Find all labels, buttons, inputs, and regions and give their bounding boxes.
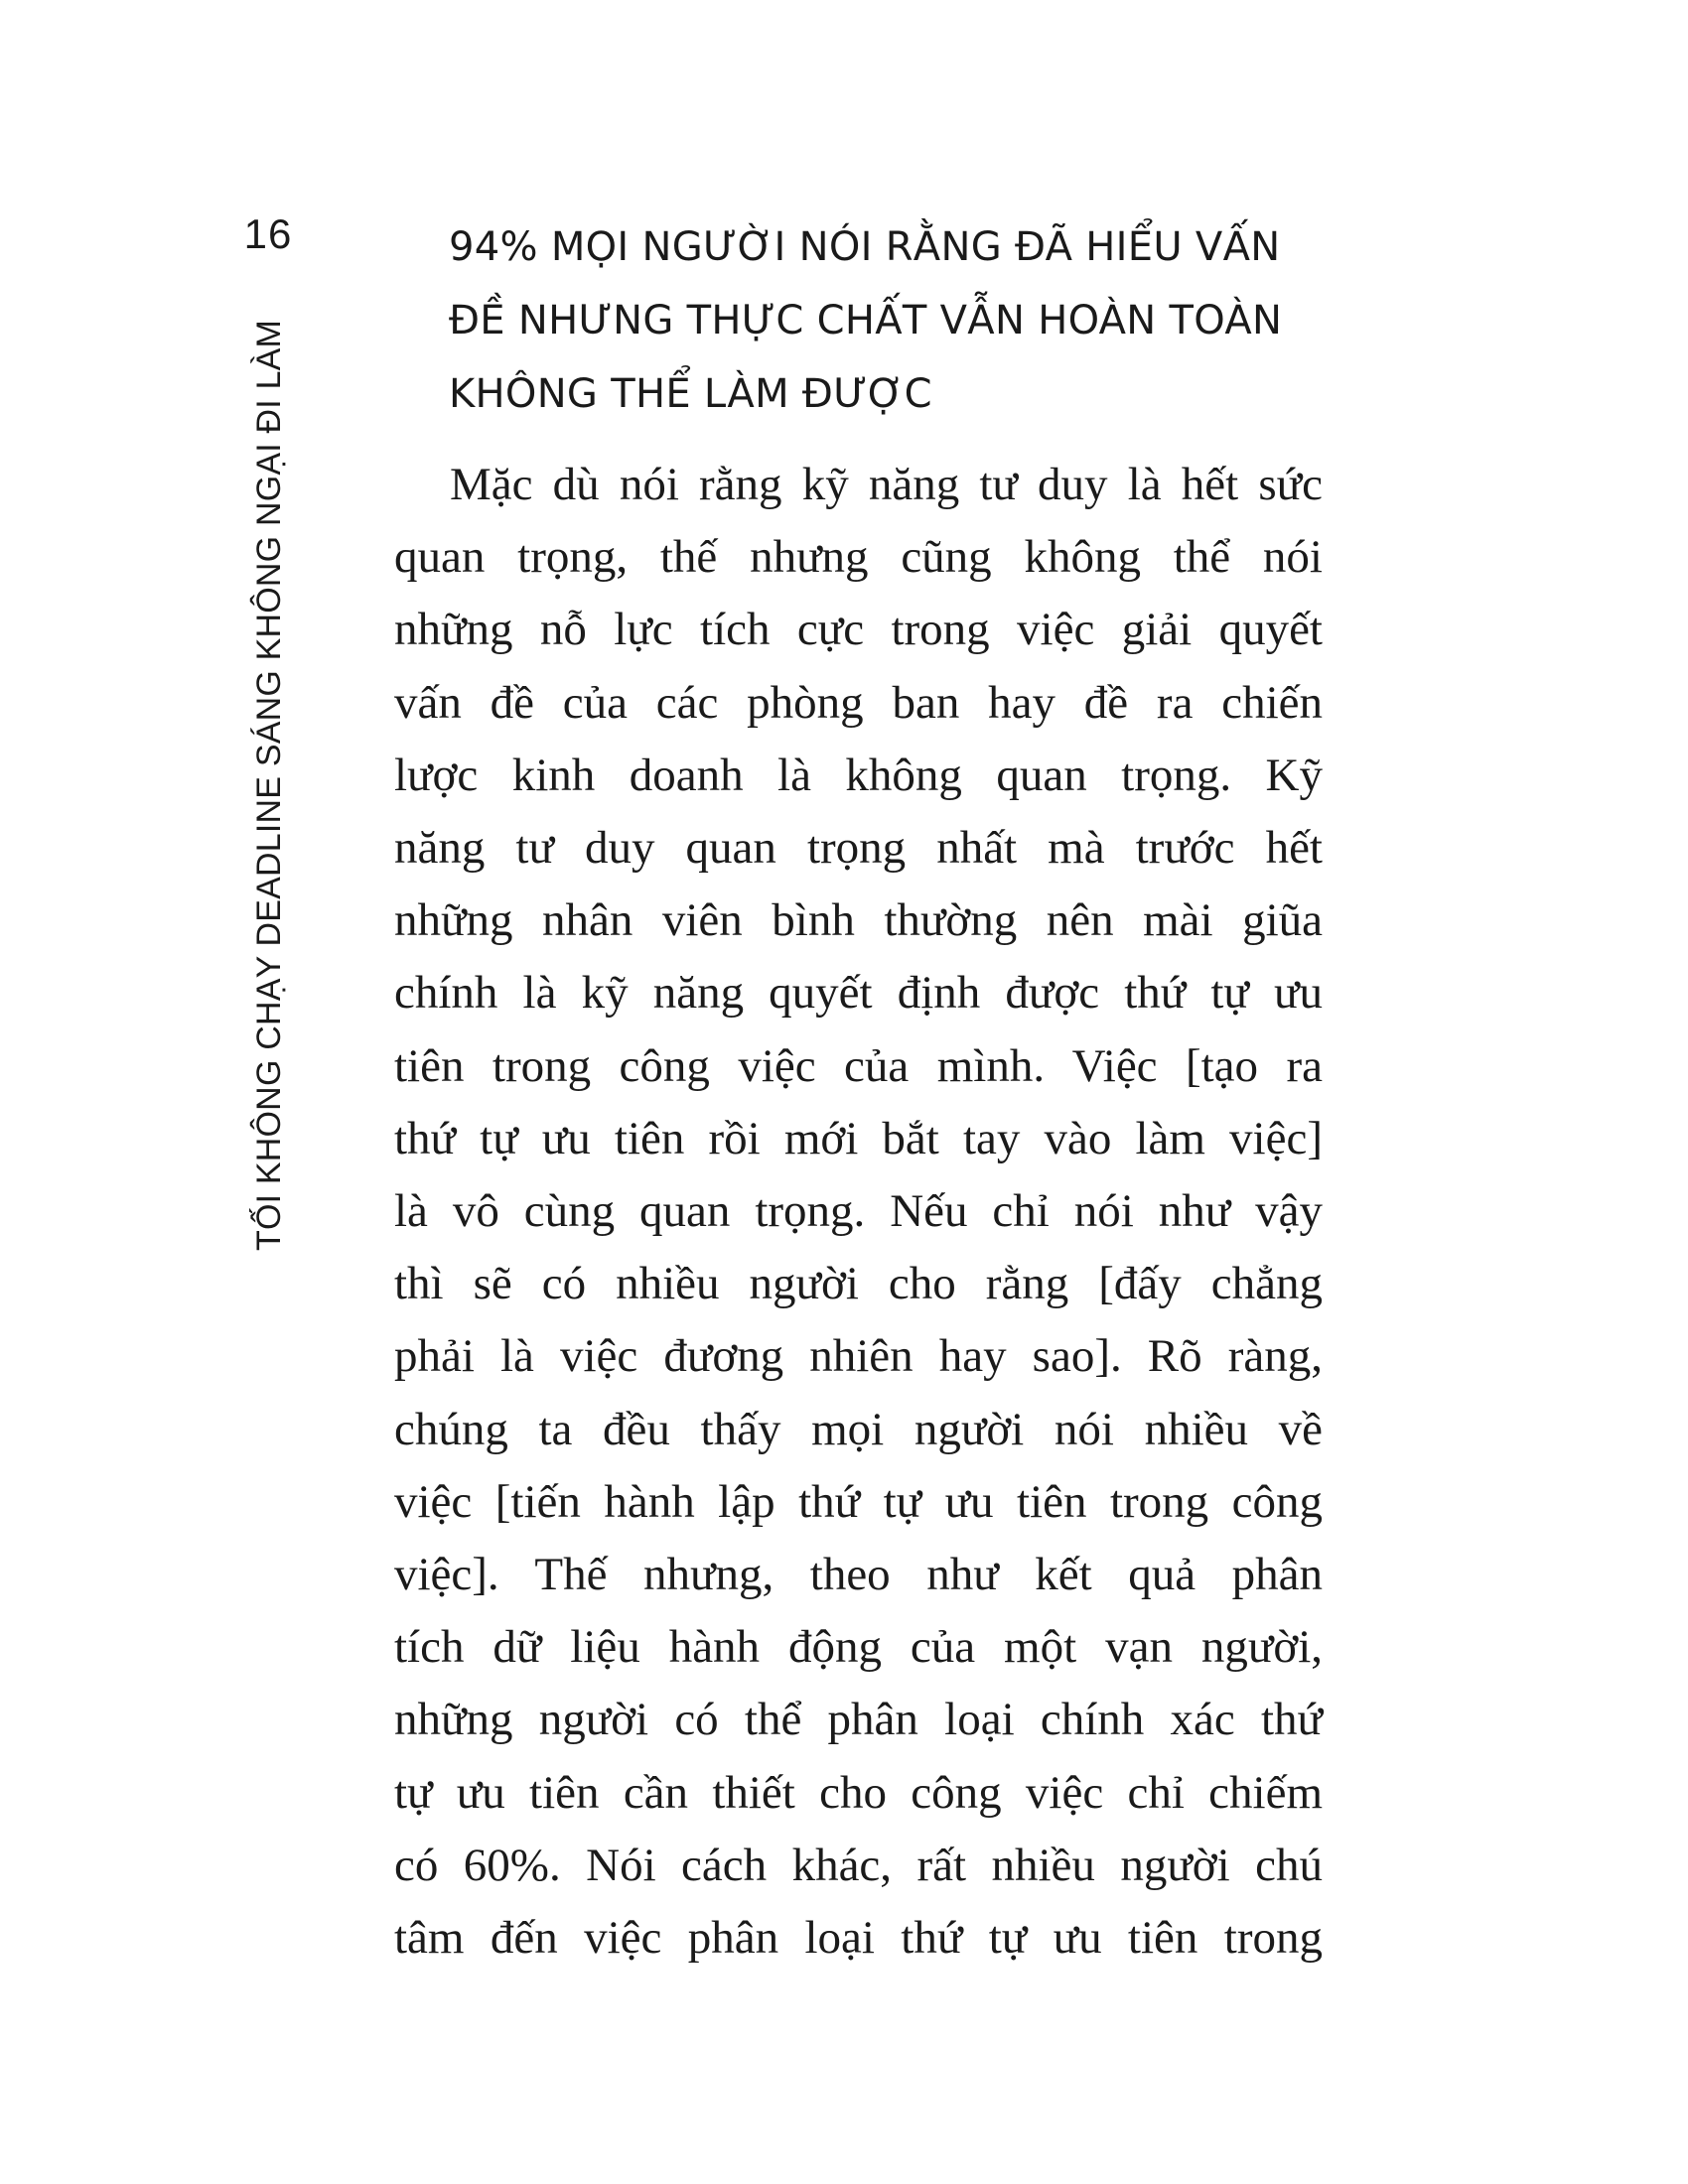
body-line: việc [tiến hành lập thứ tự ưu tiên trong công bbox=[394, 1475, 1323, 1528]
running-header: TỐI KHÔNG CHẠY DEADLINE SÁNG KHÔNG NGẠI ĐI LÀM bbox=[250, 319, 288, 1251]
section-heading bbox=[449, 210, 1323, 431]
body-line: phải là việc đương nhiên hay sao]. Rõ ràng, bbox=[394, 1330, 1323, 1383]
body-line: những nhân viên bình thường nên mài giũa bbox=[394, 894, 1323, 947]
body-line: thì sẽ có nhiều người cho rằng [đấy chẳng bbox=[394, 1258, 1323, 1310]
body-line: vấn đề của các phòng ban hay đề ra chiến bbox=[394, 676, 1323, 729]
body-line: chính là kỹ năng quyết định được thứ tự ưu bbox=[394, 967, 1323, 1020]
heading-line: ĐỀ NHƯNG THỰC CHẤT VẪN HOÀN TOÀN bbox=[449, 298, 1283, 343]
body-line: tiên trong công việc của mình. Việc [tạo ra bbox=[394, 1039, 1323, 1092]
body-line: quan trọng, thế nhưng cũng không thể nói bbox=[394, 531, 1323, 584]
body-line: những nỗ lực tích cực trong việc giải quyết bbox=[394, 604, 1323, 656]
page-number: 16 bbox=[243, 210, 293, 257]
body-line: Mặc dù nói rằng kỹ năng tư duy là hết sức bbox=[450, 459, 1323, 510]
body-line: những người có thể phân loại chính xác thứ bbox=[394, 1694, 1323, 1746]
body-line: tự ưu tiên cần thiết cho công việc chỉ chiếm bbox=[394, 1766, 1323, 1819]
body-line: có 60%. Nói cách khác, rất nhiều người chú bbox=[394, 1839, 1323, 1891]
body-line: thứ tự ưu tiên rồi mới bắt tay vào làm việc] bbox=[394, 1112, 1323, 1164]
body-line: năng tư duy quan trọng nhất mà trước hết bbox=[394, 822, 1323, 875]
heading-line: 94% MỌI NGƯỜI NÓI RẰNG ĐÃ HIỂU VẤN bbox=[449, 224, 1281, 270]
body-line: là vô cùng quan trọng. Nếu chỉ nói như vậy bbox=[394, 1185, 1323, 1238]
body-line: chúng ta đều thấy mọi người nói nhiều về bbox=[394, 1403, 1323, 1455]
body-paragraph bbox=[394, 449, 1323, 1975]
heading-line: KHÔNG THỂ LÀM ĐƯỢC bbox=[449, 371, 932, 417]
body-line: việc]. Thế nhưng, theo như kết quả phân bbox=[394, 1549, 1323, 1601]
running-header-container bbox=[244, 298, 294, 1251]
body-line: tâm đến việc phân loại thứ tự ưu tiên trong bbox=[394, 1912, 1323, 1965]
body-line: tích dữ liệu hành động của một vạn người, bbox=[394, 1621, 1323, 1674]
body-line: lược kinh doanh là không quan trọng. Kỹ bbox=[394, 749, 1323, 801]
